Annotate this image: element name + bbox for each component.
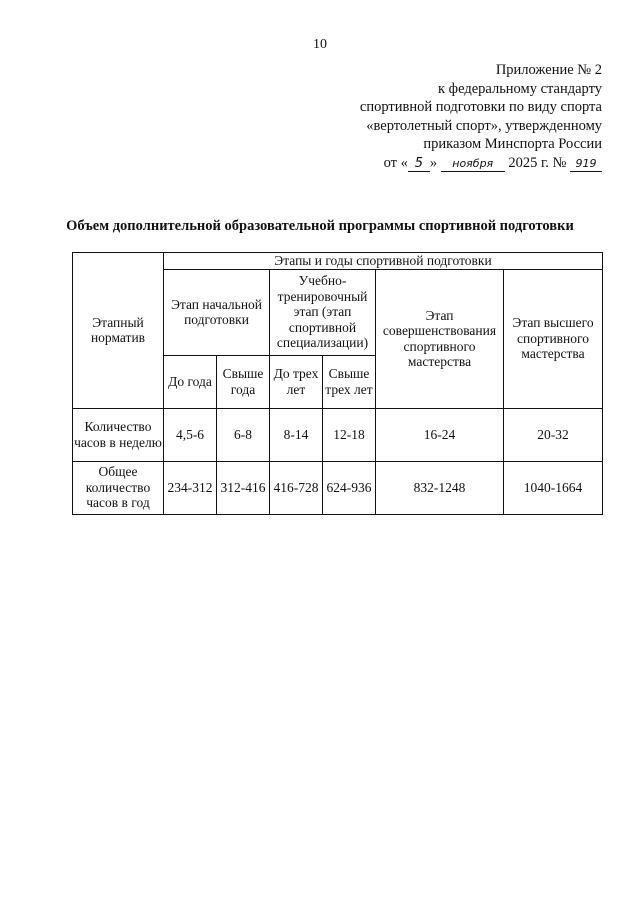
order-mid: » bbox=[429, 154, 438, 171]
table-row bbox=[73, 408, 603, 461]
sub-header-initial-2: Свыше года bbox=[217, 355, 270, 408]
program-volume-table bbox=[72, 252, 603, 515]
sub-header-initial-1: До года bbox=[164, 355, 217, 408]
table-cell: 12-18 bbox=[323, 408, 376, 461]
appendix-header bbox=[302, 61, 602, 172]
table-cell: 832-1248 bbox=[376, 461, 504, 514]
table-cell: 312-416 bbox=[217, 461, 270, 514]
order-prefix: от « bbox=[383, 154, 408, 171]
appendix-line: Приложение № 2 bbox=[495, 62, 602, 78]
table-cell: 624-936 bbox=[323, 461, 376, 514]
table-cell: 6-8 bbox=[217, 408, 270, 461]
stage-higher-header: Этап высшего спортивного мастерства bbox=[504, 269, 603, 408]
order-number-handwritten: 919 bbox=[570, 157, 602, 172]
order-year: 2025 г. № bbox=[508, 154, 567, 171]
order-line bbox=[302, 154, 602, 173]
appendix-line: приказом Минспорта России bbox=[423, 136, 602, 152]
table-row bbox=[73, 461, 603, 514]
table-cell: 1040-1664 bbox=[504, 461, 603, 514]
table-cell: 416-728 bbox=[270, 461, 323, 514]
stage-training-header: Учебно-тренировочный этап (этап спортивной специализации) bbox=[270, 269, 376, 355]
order-day-handwritten: 5 bbox=[408, 157, 430, 172]
page-number: 10 bbox=[313, 37, 327, 52]
row-header-cell: Этапный норматив bbox=[73, 253, 164, 409]
table-cell: 16-24 bbox=[376, 408, 504, 461]
sub-header-training-2: Свыше трех лет bbox=[323, 355, 376, 408]
stage-improvement-header: Этап совершенствования спортивного мастерства bbox=[376, 269, 504, 408]
row-label: Общее количество часов в год bbox=[73, 461, 164, 514]
appendix-line: «вертолетный спорт», утвержденному bbox=[366, 117, 602, 134]
appendix-line: спортивной подготовки по виду спорта bbox=[359, 99, 602, 115]
document-title: Объем дополнительной образовательной программы спортивной подготовки bbox=[66, 218, 574, 234]
table-cell: 8-14 bbox=[270, 408, 323, 461]
stage-group-header: Этапы и годы спортивной подготовки bbox=[164, 253, 603, 270]
table-cell: 4,5-6 bbox=[164, 408, 217, 461]
table-cell: 234-312 bbox=[164, 461, 217, 514]
stage-initial-header: Этап начальной подготовки bbox=[164, 269, 270, 355]
sub-header-training-1: До трех лет bbox=[270, 355, 323, 408]
order-month-handwritten: ноября bbox=[441, 157, 505, 172]
appendix-line: к федеральному стандарту bbox=[438, 80, 602, 97]
row-label: Количество часов в неделю bbox=[73, 408, 164, 461]
table-cell: 20-32 bbox=[504, 408, 603, 461]
